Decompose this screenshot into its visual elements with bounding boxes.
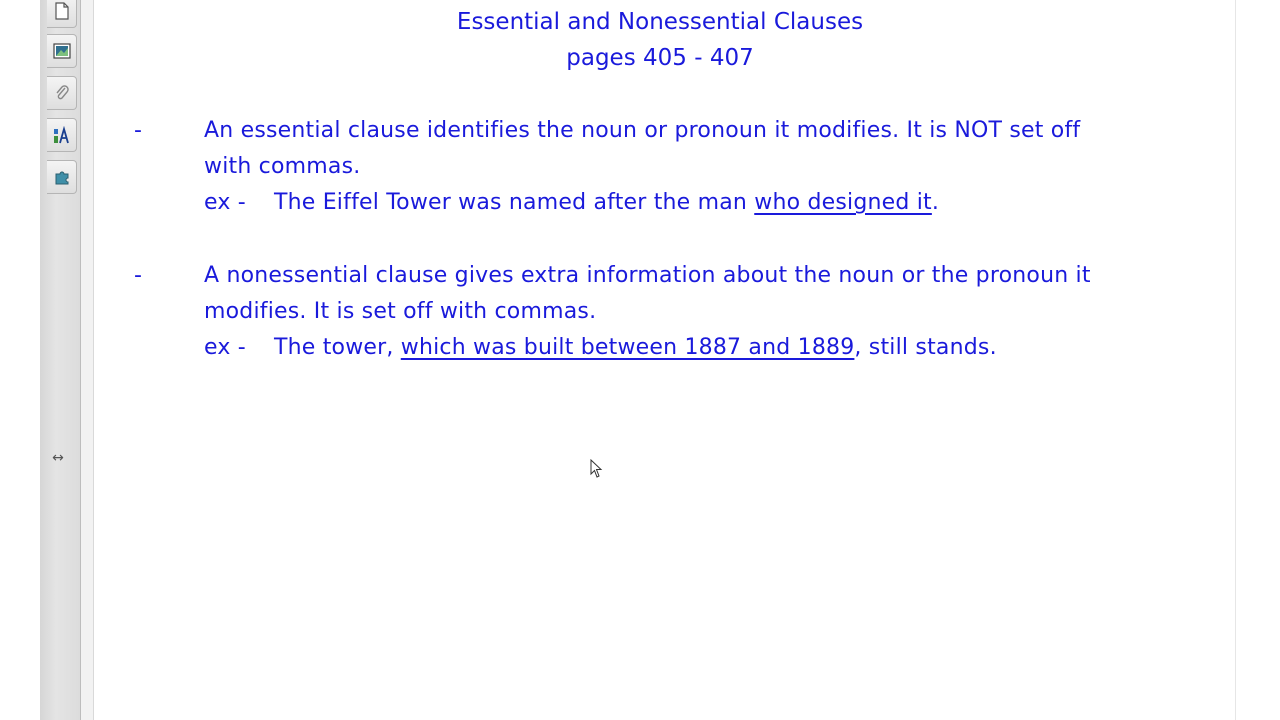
sidebar-tab-page-sorter[interactable]: [47, 0, 77, 28]
right-margin: [1235, 0, 1280, 720]
properties-icon: [53, 126, 71, 144]
sidebar-tab-attachments[interactable]: [47, 76, 77, 110]
sidebar-resize-handle[interactable]: ↔: [52, 450, 64, 466]
bullet-text-line: A nonessential clause gives extra information about the noun or the pronoun it: [204, 263, 1091, 288]
example-text: The tower,: [274, 335, 401, 360]
page-title: Essential and Nonessential Clauses: [456, 9, 864, 35]
bullet-text-line: with commas.: [204, 154, 361, 179]
page-sorter-icon: [54, 2, 70, 20]
page-subtitle: pages 405 - 407: [566, 45, 754, 71]
attachments-icon: [54, 84, 70, 102]
example-text: The Eiffel Tower was named after the man: [274, 190, 755, 215]
addons-icon: [53, 168, 71, 186]
bullet-marker: -: [134, 263, 142, 288]
underlined-clause: who designed it: [754, 190, 932, 215]
example-line: [204, 185, 939, 221]
example-label: ex -: [204, 335, 246, 360]
mouse-pointer-icon: [590, 459, 604, 479]
example-line: [204, 330, 997, 366]
example-text-end: .: [931, 190, 940, 215]
notebook-page[interactable]: [94, 0, 1234, 720]
sidebar-tab-properties[interactable]: [47, 118, 77, 152]
example-text-end: , still stands.: [854, 335, 997, 360]
underlined-clause: which was built between 1887 and 1889: [400, 335, 855, 360]
sidebar-tab-gallery[interactable]: [47, 34, 77, 68]
sidebar-tab-addons[interactable]: [47, 160, 77, 194]
gallery-icon: [53, 43, 71, 59]
left-margin: [0, 0, 40, 720]
bullet-text-line: An essential clause identifies the noun or pronoun it modifies. It is NOT set off: [204, 118, 1081, 143]
bullet-marker: -: [134, 118, 142, 143]
example-label: ex -: [204, 190, 246, 215]
sidebar-divider: [81, 0, 94, 720]
bullet-text-line: modifies. It is set off with commas.: [204, 299, 597, 324]
